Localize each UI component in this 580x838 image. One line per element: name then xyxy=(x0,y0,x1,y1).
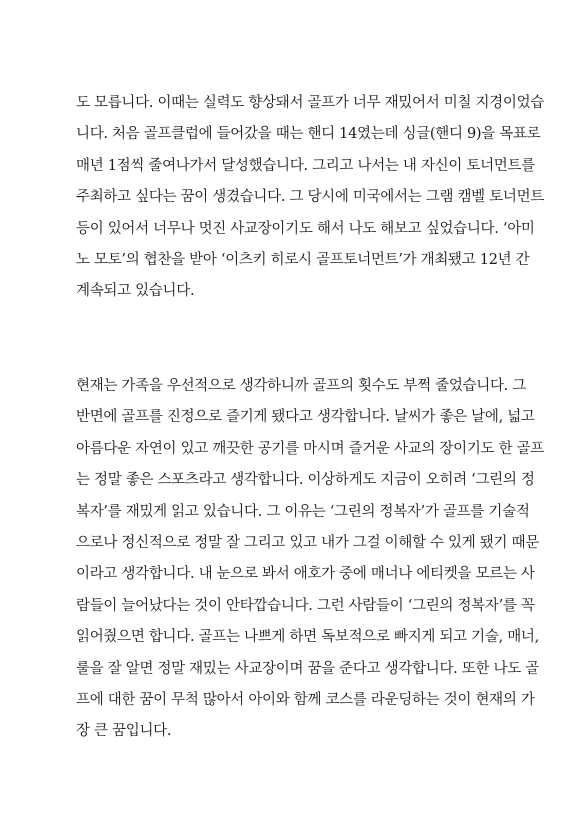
paragraph-1 xyxy=(76,88,545,308)
text-line: 람들이 늘어났다는 것이 안타깝습니다. 그런 사람들이 ‘그린의 정복자’를 꼭 xyxy=(76,597,535,614)
text-line: 계속되고 있습니다. xyxy=(76,283,195,300)
text-line: 이라고 생각합니다. 내 눈으로 봐서 애호가 중에 매너나 에티켓을 모르는 사 xyxy=(76,566,535,583)
text-line: 복자’를 재밌게 읽고 있습니다. 그 이유는 ‘그린의 정복자’가 골프를 기술적 xyxy=(76,503,530,520)
text-line: 읽어줬으면 합니다. 골프는 나쁘게 하면 독보적으로 빠지게 되고 기술, 매너, xyxy=(76,629,539,646)
text-line: 룰을 잘 알면 정말 재밌는 사교장이며 꿈을 준다고 생각합니다. 또한 나도 골 xyxy=(76,660,539,677)
text-line: 매년 1점씩 줄여나가서 달성했습니다. 그리고 나서는 내 자신이 토너먼트를 xyxy=(76,157,535,174)
text-line: 현재는 가족을 우선적으로 생각하니까 골프의 횟수도 부쩍 줄었습니다. 그 xyxy=(76,378,526,394)
text-line: 주최하고 싶다는 꿈이 생겼습니다. 그 당시에 미국에서는 그램 캠벨 토너먼트 xyxy=(76,189,545,206)
text-line: 도 모릅니다. 이때는 실력도 향상돼서 골프가 너무 재밌어서 미칠 지경이었습 xyxy=(76,95,545,111)
text-line: 노 모토’의 협찬을 받아 ‘이츠키 히로시 골프토너먼트’가 개최됐고 12년 간 xyxy=(76,251,530,268)
paragraph-2 xyxy=(76,371,545,748)
text-line: 등이 있어서 너무나 멋진 사교장이기도 해서 나도 해보고 싶었습니다. ‘아미 xyxy=(76,220,535,237)
text-line: 는 정말 좋은 스포츠라고 생각합니다. 이상하게도 지금이 오히려 ‘그린의 정 xyxy=(76,472,535,489)
text-line: 장 큰 꿈입니다. xyxy=(76,723,172,740)
text-line: 반면에 골프를 진정으로 즐기게 됐다고 생각합니다. 날씨가 좋은 날에, 넓고 xyxy=(76,409,535,426)
text-line: 프에 대한 꿈이 무척 많아서 아이와 함께 코스를 라운딩하는 것이 현재의 가 xyxy=(76,691,535,708)
text-line: 아름다운 자연이 있고 깨끗한 공기를 마시며 즐거운 사교의 장이기도 한 골프 xyxy=(76,440,545,457)
text-line: 으로나 정신적으로 정말 잘 그리고 있고 내가 그걸 이해할 수 있게 됐기 때문 xyxy=(76,534,539,551)
text-line: 니다. 처음 골프클럽에 들어갔을 때는 핸디 14였는데 싱글(핸디 9)을 목표로 xyxy=(76,126,541,143)
